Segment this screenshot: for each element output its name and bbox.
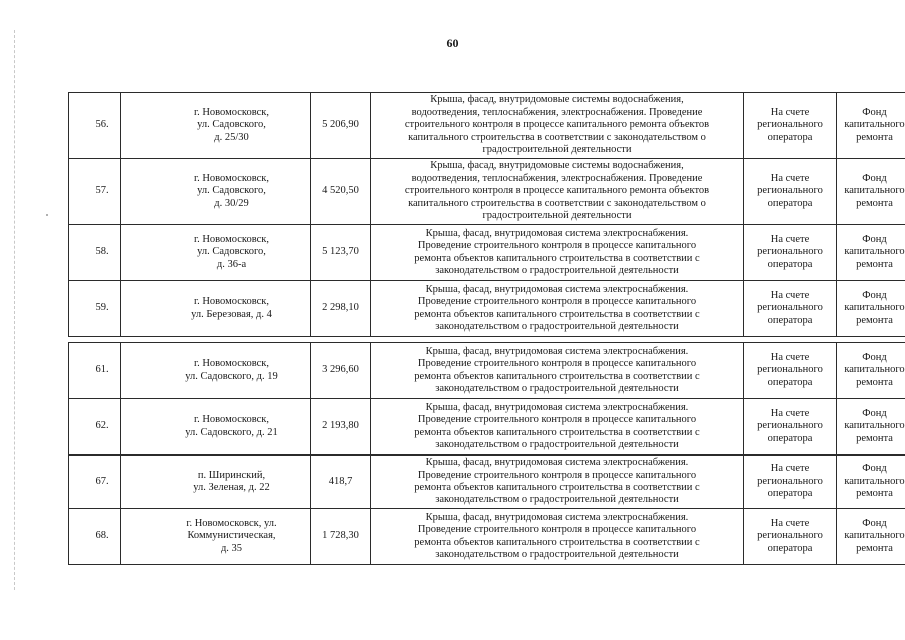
fund-line: Фонд [862,233,887,245]
works-line: капитального строительства в соответствии с законодательством о [408,131,706,143]
account-line: оператора [767,314,813,326]
address-cell [121,93,311,159]
area-cell: 2 193,80 [311,399,371,455]
account-cell [744,456,837,509]
area-cell: 1 728,30 [311,509,371,565]
account-line: оператора [767,197,813,209]
works-line: градостроительной деятельности [482,210,632,222]
table-block [68,455,905,565]
account-line: На счете [770,351,810,363]
account-cell [744,509,837,565]
works-line: Проведение строительного контроля в процессе капитального [417,296,697,308]
fund-cell [837,281,905,337]
works-line: Проведение строительного контроля в процессе капитального [417,414,697,426]
account-line: оператора [767,131,813,143]
fund-cell [837,343,905,399]
works-line: водоотведения, теплоснабжения, электроснабжения. Проведение [411,106,703,118]
works-line: Крыша, фасад, внутридомовая система электроснабжения. [425,345,689,357]
works-line: ремонта объектов капитального строительства в соответствии с [414,370,700,382]
fund-cell [837,225,905,281]
fund-line: ремонта [856,432,893,444]
works-line: градостроительной деятельности [482,144,632,156]
address-line: д. 30/29 [214,197,249,209]
fund-line: Фонд [862,289,887,301]
works-line: законодательством о градостроительной деятельности [435,548,679,560]
fund-line: ремонта [856,488,893,500]
account-cell [744,399,837,455]
address-line: ул. Садовского, д. 21 [185,426,278,438]
works-line: законодательством о градостроительной деятельности [435,264,679,276]
address-line: г. Новомосковск, [193,358,270,370]
works-line: Проведение строительного контроля в процессе капитального [417,240,697,252]
fund-line: ремонта [856,542,893,554]
row-number: 67. [69,456,121,509]
fund-line: капитального [844,246,905,258]
row-number: 62. [69,399,121,455]
account-line: регионального [757,530,823,542]
scan-speck [46,214,48,216]
fund-line: капитального [844,475,905,487]
account-line: регионального [757,420,823,432]
fund-line: Фонд [862,351,887,363]
works-cell [371,399,744,455]
address-line: ул. Садовского, [197,246,266,258]
works-line: законодательством о градостроительной деятельности [435,438,679,450]
account-line: На счете [770,233,810,245]
address-cell [121,343,311,399]
row-number: 56. [69,93,121,159]
fund-line: капитального [844,185,905,197]
works-line: Крыша, фасад, внутридомовые системы водоснабжения, [430,94,684,106]
works-line: законодательством о градостроительной деятельности [435,320,679,332]
address-line: д. 25/30 [214,131,249,143]
area-cell: 2 298,10 [311,281,371,337]
account-line: регионального [757,302,823,314]
fund-line: капитального [844,119,905,131]
table-row [69,399,905,455]
fund-cell [837,399,905,455]
account-line: регионального [757,246,823,258]
area-cell: 3 296,60 [311,343,371,399]
works-cell [371,509,744,565]
account-line: На счете [770,172,810,184]
account-line: На счете [770,407,810,419]
account-line: На счете [770,106,810,118]
address-line: п. Ширинский, [197,469,266,481]
works-line: ремонта объектов капитального строительства в соответствии с [414,536,700,548]
page-margin-line [14,30,15,590]
works-cell [371,225,744,281]
table-block [68,92,905,337]
fund-line: ремонта [856,197,893,209]
address-line: г. Новомосковск, [193,414,270,426]
works-line: капитального строительства в соответствии с законодательством о [408,197,706,209]
works-line: законодательством о градостроительной деятельности [435,382,679,394]
account-cell [744,281,837,337]
account-line: На счете [770,289,810,301]
works-line: законодательством о градостроительной деятельности [435,494,679,506]
fund-line: капитального [844,420,905,432]
works-line: Проведение строительного контроля в процессе капитального [417,469,697,481]
fund-line: капитального [844,530,905,542]
account-line: На счете [770,463,810,475]
works-line: Крыша, фасад, внутридомовая система электроснабжения. [425,227,689,239]
address-line: ул. Садовского, [197,185,266,197]
table-row [69,225,905,281]
fund-cell [837,93,905,159]
works-cell [371,456,744,509]
address-line: г. Новомосковск, [193,296,270,308]
fund-line: ремонта [856,314,893,326]
works-line: водоотведения, теплоснабжения, электроснабжения. Проведение [411,172,703,184]
address-line: д. 35 [220,542,243,554]
address-line: д. 36-а [216,258,247,270]
works-line: ремонта объектов капитального строительства в соответствии с [414,426,700,438]
row-number: 68. [69,509,121,565]
account-cell [744,343,837,399]
address-line: г. Новомосковск, [193,106,270,118]
table-row [69,159,905,225]
fund-line: ремонта [856,258,893,270]
fund-line: Фонд [862,463,887,475]
page-number: 60 [446,36,459,50]
account-line: оператора [767,542,813,554]
table-row [69,456,905,509]
fund-cell [837,159,905,225]
account-line: регионального [757,119,823,131]
row-number: 58. [69,225,121,281]
address-line: ул. Березовая, д. 4 [191,308,272,320]
account-line: оператора [767,488,813,500]
fund-line: Фонд [862,517,887,529]
address-cell [121,159,311,225]
fund-line: Фонд [862,106,887,118]
area-cell: 5 123,70 [311,225,371,281]
account-line: регионального [757,475,823,487]
address-cell [121,399,311,455]
account-line: регионального [757,185,823,197]
works-cell [371,93,744,159]
account-cell [744,93,837,159]
table [68,92,905,337]
table-row [69,281,905,337]
address-cell [121,456,311,509]
works-line: Крыша, фасад, внутридомовая система электроснабжения. [425,283,689,295]
address-line: Коммунистическая, [187,530,276,542]
area-cell: 4 520,50 [311,159,371,225]
table [68,455,905,565]
works-line: Крыша, фасад, внутридомовая система электроснабжения. [425,457,689,469]
fund-line: Фонд [862,172,887,184]
address-line: г. Новомосковск, ул. [186,517,277,529]
account-cell [744,225,837,281]
address-line: ул. Садовского, [197,119,266,131]
works-line: строительного контроля в процессе капитального ремонта объектов [404,119,710,131]
works-line: ремонта объектов капитального строительства в соответствии с [414,482,700,493]
works-cell [371,343,744,399]
works-line: Крыша, фасад, внутридомовая система электроснабжения. [425,511,689,523]
table-row [69,343,905,399]
works-line: строительного контроля в процессе капитального ремонта объектов [404,185,710,197]
fund-line: капитального [844,302,905,314]
account-line: оператора [767,432,813,444]
fund-line: Фонд [862,407,887,419]
works-line: ремонта объектов капитального строительства в соответствии с [414,308,700,320]
fund-cell [837,509,905,565]
table-row [69,93,905,159]
account-cell [744,159,837,225]
address-line: ул. Зеленая, д. 22 [193,482,270,493]
address-line: г. Новомосковск, [193,233,270,245]
fund-line: ремонта [856,376,893,388]
address-line: г. Новомосковск, [193,172,270,184]
fund-line: ремонта [856,131,893,143]
table-block [68,342,905,455]
account-line: регионального [757,364,823,376]
works-line: ремонта объектов капитального строительства в соответствии с [414,252,700,264]
account-line: оператора [767,376,813,388]
works-line: Проведение строительного контроля в процессе капитального [417,524,697,536]
fund-cell [837,456,905,509]
fund-line: капитального [844,364,905,376]
works-cell [371,159,744,225]
row-number: 61. [69,343,121,399]
account-line: На счете [770,517,810,529]
table-row [69,509,905,565]
address-cell [121,225,311,281]
works-cell [371,281,744,337]
works-line: Крыша, фасад, внутридомовые системы водоснабжения, [430,160,684,172]
works-line: Проведение строительного контроля в процессе капитального [417,358,697,370]
account-line: оператора [767,258,813,270]
area-cell: 418,7 [311,456,371,509]
area-cell: 5 206,90 [311,93,371,159]
row-number: 57. [69,159,121,225]
address-cell [121,509,311,565]
address-line: ул. Садовского, д. 19 [185,370,278,382]
row-number: 59. [69,281,121,337]
address-cell [121,281,311,337]
table [68,342,905,455]
works-line: Крыша, фасад, внутридомовая система электроснабжения. [425,401,689,413]
